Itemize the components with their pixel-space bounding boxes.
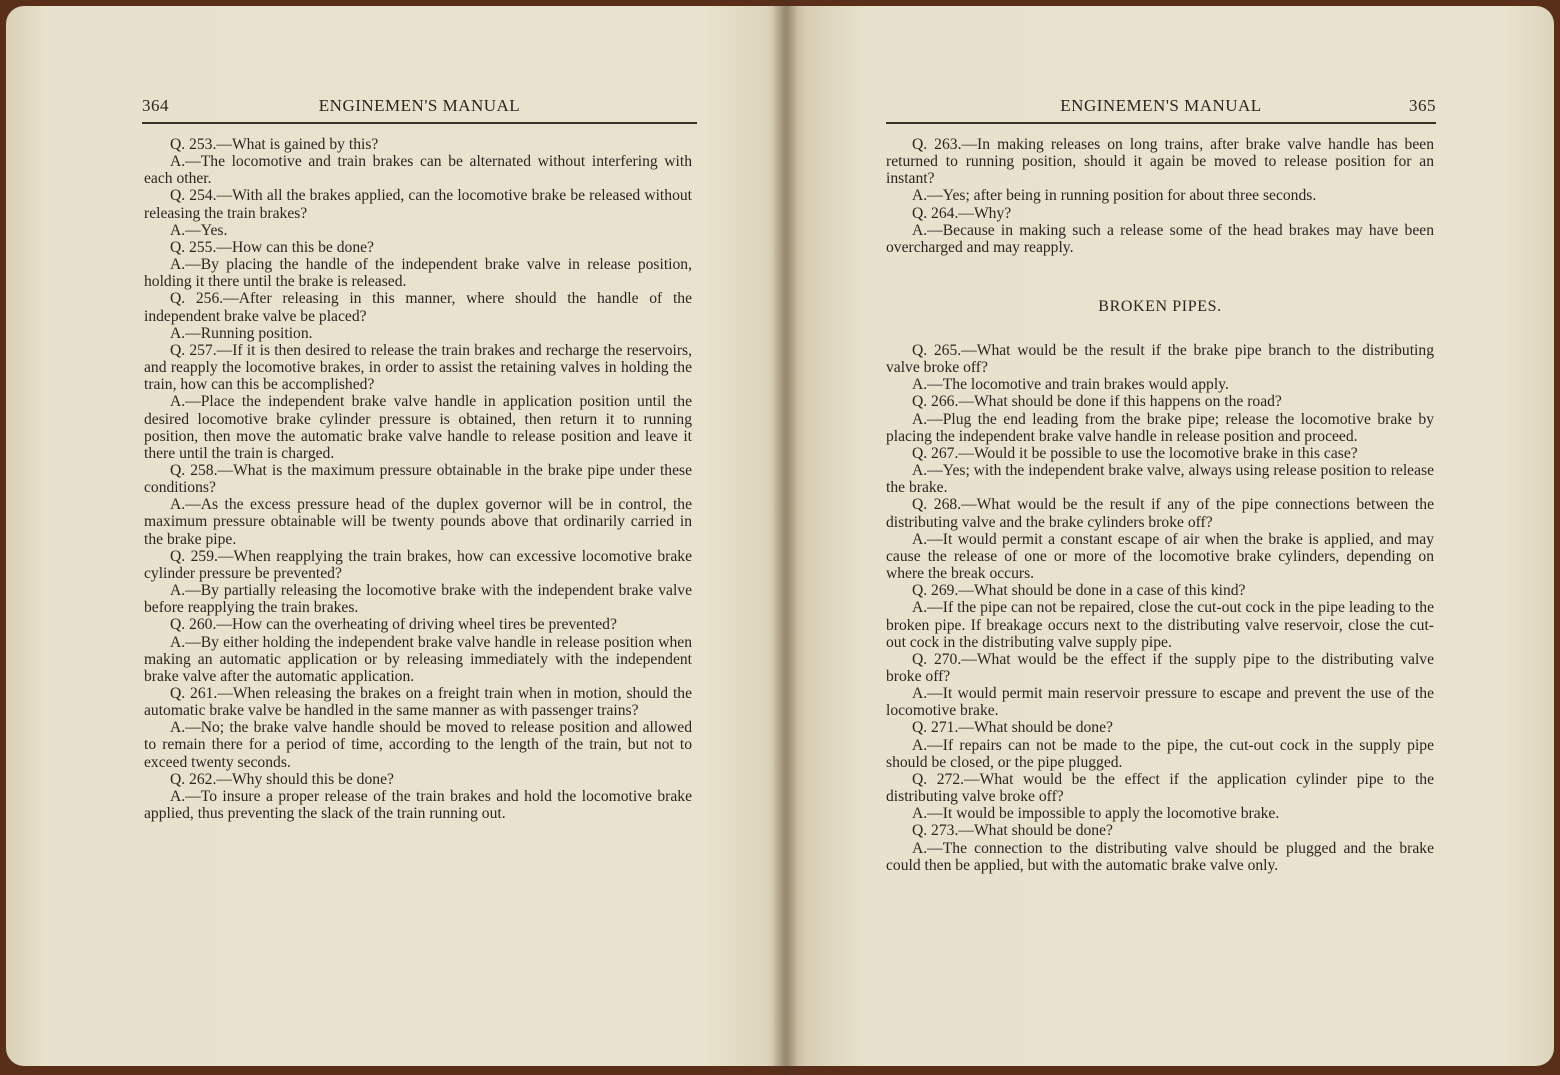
answer-paragraph: A.—If repairs can not be made to the pipe, the cut-out cock in the supply pipe should be closed, or the pipe plugged. — [886, 736, 1434, 771]
answer-paragraph: A.—By placing the handle of the independent brake valve in release position, holding it there until the brake is released. — [144, 256, 692, 291]
question-paragraph: Q. 255.—How can this be done? — [170, 238, 374, 256]
answer-paragraph: A.—By either holding the independent brake valve handle in release position when making an automatic application or by releasing immediately with the independent brake valve after the automatic application. — [144, 633, 692, 685]
question-paragraph: Q. 262.—Why should this be done? — [170, 770, 394, 788]
right-running-title: ENGINEMEN'S MANUAL — [1060, 96, 1262, 115]
right-header-rule — [886, 122, 1436, 124]
question-paragraph: Q. 263.—In making releases on long trains, after brake valve handle has been returned to running position, should it again be moved to release position for an instant? — [886, 136, 1434, 188]
left-running-title: ENGINEMEN'S MANUAL — [318, 96, 521, 115]
answer-paragraph: A.—By partially releasing the locomotive brake with the independent brake valve before reapplying the train brakes. — [144, 582, 692, 617]
answer-paragraph: A.—Plug the end leading from the brake pipe; release the locomotive brake by placing the independent brake valve handle in release position and proceed. — [886, 410, 1434, 445]
answer-paragraph: A.—To insure a proper release of the train brakes and hold the locomotive brake applied, thus preventing the slack of the train running out. — [144, 787, 692, 823]
left-header-rule — [142, 122, 697, 124]
answer-paragraph: A.—It would be impossible to apply the locomotive brake. — [912, 805, 1280, 823]
question-paragraph: Q. 254.—With all the brakes applied, can the locomotive brake be released without releasing the train brakes? — [144, 187, 692, 222]
section-heading: BROKEN PIPES. — [1098, 298, 1222, 315]
right-page-number: 365 — [1409, 96, 1436, 115]
question-paragraph: Q. 265.—What would be the result if the brake pipe branch to the distributing valve broke off? — [886, 342, 1434, 377]
answer-paragraph: A.—As the excess pressure head of the duplex governor will be in control, the maximum pressure obtainable will be twenty pounds above that ordinarily carried in the brake pipe. — [144, 496, 692, 548]
right-page-text-top — [886, 136, 1434, 256]
question-paragraph: Q. 256.—After releasing in this manner, where should the handle of the independent brake valve be placed? — [144, 290, 692, 325]
question-paragraph: Q. 273.—What should be done? — [912, 822, 1113, 840]
answer-paragraph: A.—Yes. — [170, 221, 228, 239]
answer-paragraph: A.—Because in making such a release some of the head brakes may have been overcharged and may reapply. — [886, 221, 1434, 256]
right-page-text-bottom — [886, 342, 1434, 874]
answer-paragraph: A.—Yes; after being in running position for about three seconds. — [912, 187, 1317, 205]
answer-paragraph: A.—It would permit main reservoir pressure to escape and prevent the use of the locomotive brake. — [886, 685, 1434, 720]
left-page — [6, 6, 788, 1066]
left-page-number: 364 — [142, 96, 169, 115]
question-paragraph: Q. 260.—How can the overheating of driving wheel tires be prevented? — [170, 616, 617, 634]
answer-paragraph: A.—Place the independent brake valve handle in application position until the desired locomotive brake cylinder pressure is obtained, then return it to running position, then move the automatic brake valve handle to release position and leave it there until the train is charged. — [144, 393, 692, 462]
answer-paragraph: A.—It would permit a constant escape of air when the brake is applied, and may cause the release of one or more of the locomotive brake cylinders, depending on where the break occurs. — [886, 530, 1434, 583]
answer-paragraph: A.—Yes; with the independent brake valve, always using release position to release the brake. — [886, 462, 1434, 497]
answer-paragraph: A.—If the pipe can not be repaired, close the cut-out cock in the pipe leading to the broken pipe. If breakage occurs next to the distributing valve reservoir, close the cut-out cock in the distributing valve supply pipe. — [886, 599, 1434, 651]
answer-paragraph: A.—The locomotive and train brakes would apply. — [912, 376, 1229, 394]
left-page-text — [144, 136, 692, 822]
question-paragraph: Q. 272.—What would be the effect if the application cylinder pipe to the distributing valve broke off? — [886, 770, 1434, 806]
answer-paragraph: A.—No; the brake valve handle should be moved to release position and allowed to remain there for a period of time, according to the length of the train, but not to exceed twenty seconds. — [144, 719, 692, 771]
left-page-header — [142, 88, 697, 118]
right-page — [786, 6, 1554, 1066]
question-paragraph: Q. 266.—What should be done if this happens on the road? — [912, 393, 1282, 411]
answer-paragraph: A.—The locomotive and train brakes can be alternated without interfering with each other. — [144, 153, 692, 188]
answer-paragraph: A.—The connection to the distributing valve should be plugged and the brake could then be applied, but with the automatic brake valve only. — [886, 839, 1434, 874]
question-paragraph: Q. 258.—What is the maximum pressure obtainable in the brake pipe under these conditions? — [144, 461, 692, 497]
question-paragraph: Q. 259.—When reapplying the train brakes, how can excessive locomotive brake cylinder pressure be prevented? — [144, 547, 692, 582]
question-paragraph: Q. 269.—What should be done in a case of this kind? — [912, 582, 1246, 600]
question-paragraph: Q. 261.—When releasing the brakes on a freight train when in motion, should the automatic brake valve be handled in the same manner as with passenger trains? — [144, 685, 692, 720]
question-paragraph: Q. 270.—What would be the effect if the supply pipe to the distributing valve broke off? — [886, 650, 1434, 685]
question-paragraph: Q. 253.—What is gained by this? — [170, 136, 379, 153]
question-paragraph: Q. 271.—What should be done? — [912, 719, 1113, 737]
question-paragraph: Q. 264.—Why? — [912, 204, 1012, 222]
right-page-header — [886, 88, 1436, 118]
question-paragraph: Q. 268.—What would be the result if any of the pipe connections between the distributing valve and the brake cylinders broke off? — [886, 496, 1434, 531]
answer-paragraph: A.—Running position. — [170, 324, 313, 342]
question-paragraph: Q. 267.—Would it be possible to use the locomotive brake in this case? — [912, 444, 1358, 462]
question-paragraph: Q. 257.—If it is then desired to release the train brakes and recharge the reservoirs, and reapply the locomotive brakes, in order to assist the retaining valves in holding the train, how can this be accomplished? — [144, 341, 692, 394]
